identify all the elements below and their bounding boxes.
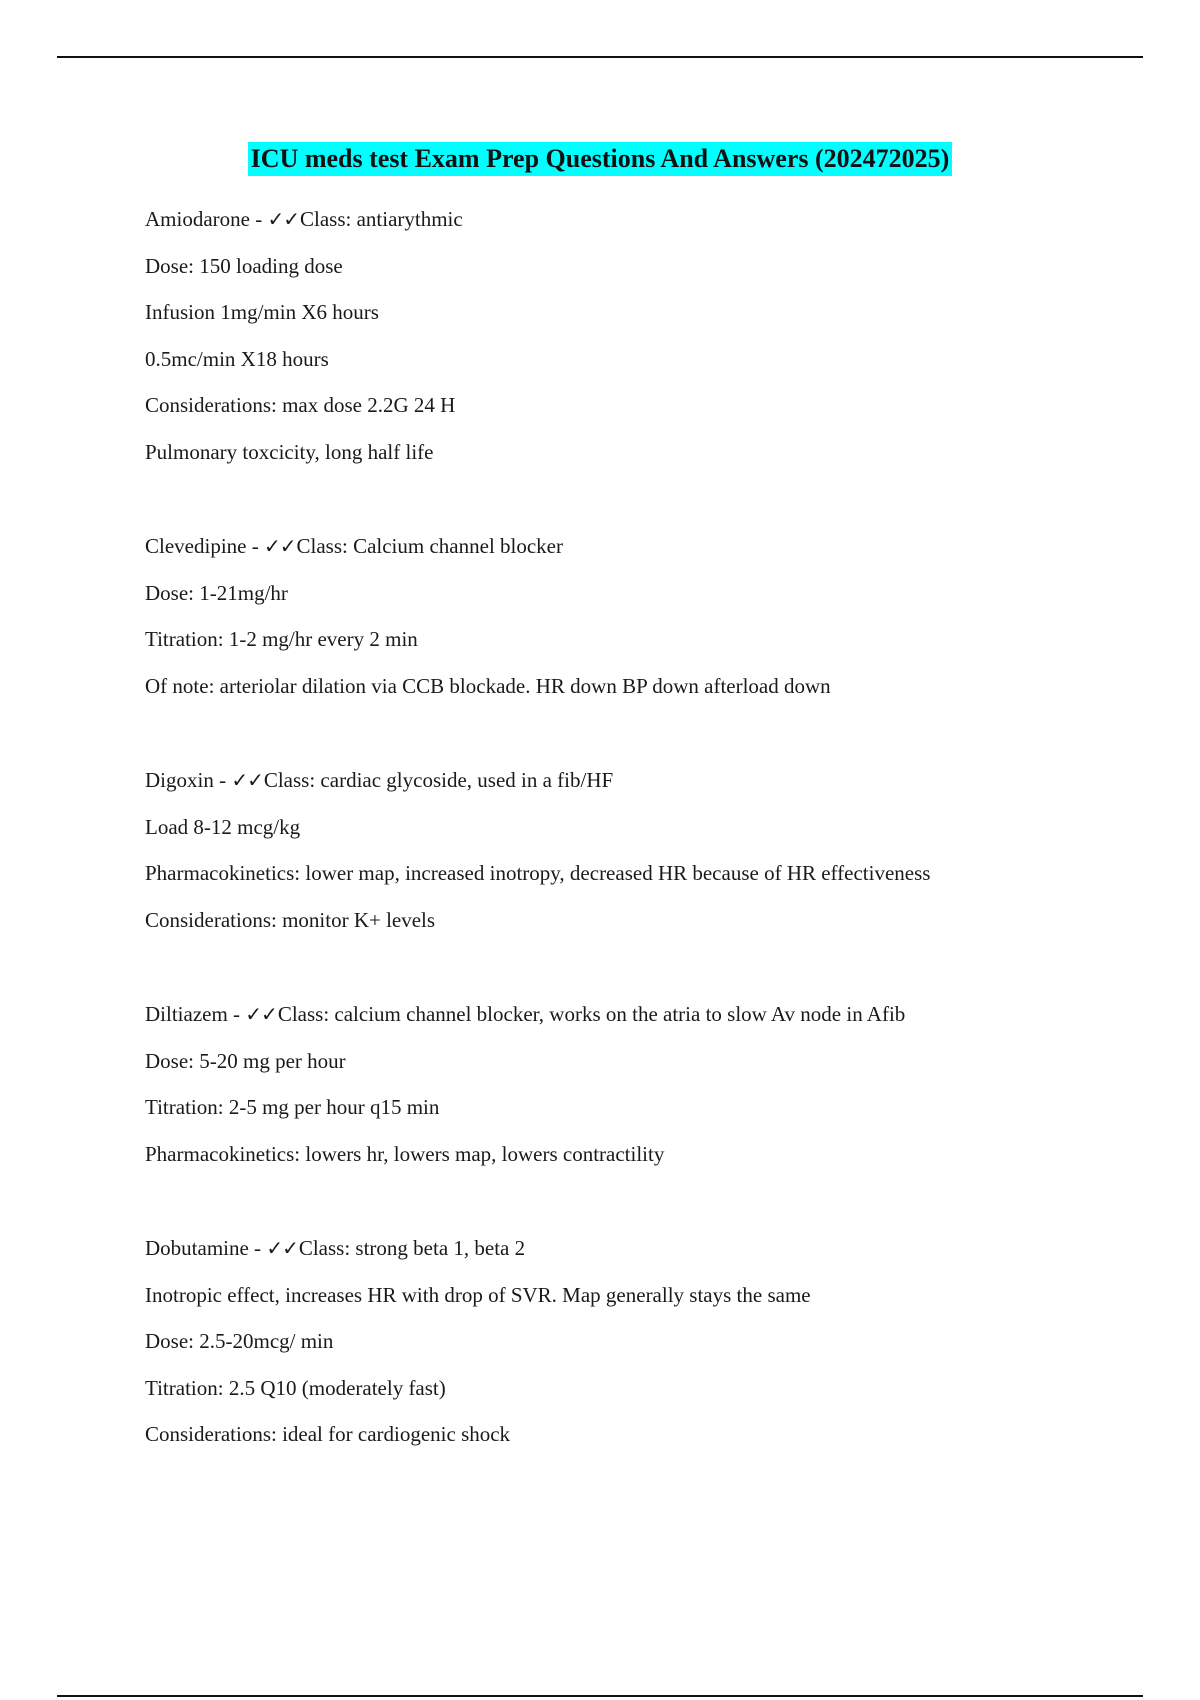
medication-heading-line (145, 1225, 1145, 1272)
drug-class: Class: cardiac glycoside, used in a fib/HF (263, 768, 614, 792)
medication-heading-line (145, 757, 1145, 804)
drug-class: Class: strong beta 1, beta 2 (298, 1236, 526, 1260)
medication-entry (145, 196, 1145, 475)
medication-heading-line (145, 196, 1145, 243)
medication-entry (145, 757, 1145, 943)
medication-heading-line (145, 523, 1145, 570)
medication-detail-line: Of note: arteriolar dilation via CCB blockade. HR down BP down afterload down (145, 673, 831, 698)
medication-entry (145, 1225, 1145, 1458)
drug-class: Class: Calcium channel blocker (296, 534, 563, 558)
medication-detail-line: Infusion 1mg/min X6 hours (145, 300, 379, 324)
drug-class: Class: antiarythmic (299, 207, 463, 231)
medication-detail-line: Considerations: max dose 2.2G 24 H (145, 393, 456, 417)
medication-entry (145, 523, 1145, 709)
drug-name: Clevedipine - (145, 534, 264, 558)
medication-detail-line: Considerations: ideal for cardiogenic shock (145, 1422, 511, 1446)
drug-class: Class: calcium channel blocker, works on the atria to slow Av node in Afib (277, 1002, 906, 1026)
medication-entry (145, 991, 1145, 1177)
medication-heading-line (145, 991, 1145, 1038)
medication-detail-line: Dose: 5-20 mg per hour (145, 1048, 346, 1073)
title-container (0, 142, 1200, 176)
medication-detail-line: Pulmonary toxcicity, long half life (145, 439, 434, 464)
drug-name: Amiodarone - (145, 207, 268, 231)
medication-detail-line: Pharmacokinetics: lower map, increased inotropy, decreased HR because of HR effectiveness (145, 861, 931, 885)
drug-name: Diltiazem - (145, 1002, 246, 1026)
medication-detail-line: Inotropic effect, increases HR with drop of SVR. Map generally stays the same (145, 1282, 811, 1307)
medication-detail-line: Titration: 1-2 mg/hr every 2 min (145, 627, 418, 651)
drug-name: Dobutamine - (145, 1236, 267, 1260)
document-title: ICU meds test Exam Prep Questions And Answers (202472025) (248, 142, 953, 176)
double-check-icon: ✓✓ (266, 1236, 298, 1260)
double-check-icon: ✓✓ (245, 1002, 277, 1026)
double-check-icon: ✓✓ (267, 207, 299, 231)
medication-detail-line: Dose: 2.5-20mcg/ min (145, 1329, 334, 1353)
medication-detail-line: Dose: 1-21mg/hr (145, 580, 288, 605)
medication-detail-line: Considerations: monitor K+ levels (145, 907, 436, 932)
medication-detail-line: Titration: 2.5 Q10 (moderately fast) (145, 1375, 446, 1400)
medication-detail-line: Dose: 150 loading dose (145, 253, 343, 278)
document-body (145, 196, 1145, 1506)
footer-rule (57, 1695, 1143, 1697)
header-rule (57, 56, 1143, 58)
double-check-icon: ✓✓ (231, 768, 263, 792)
medication-detail-line: Titration: 2-5 mg per hour q15 min (145, 1095, 440, 1119)
drug-name: Digoxin - (145, 768, 232, 792)
double-check-icon: ✓✓ (263, 534, 296, 558)
medication-detail-line: 0.5mc/min X18 hours (145, 346, 329, 371)
medication-detail-line: Load 8-12 mcg/kg (145, 814, 301, 839)
medication-detail-line: Pharmacokinetics: lowers hr, lowers map, lowers contractility (145, 1141, 665, 1166)
